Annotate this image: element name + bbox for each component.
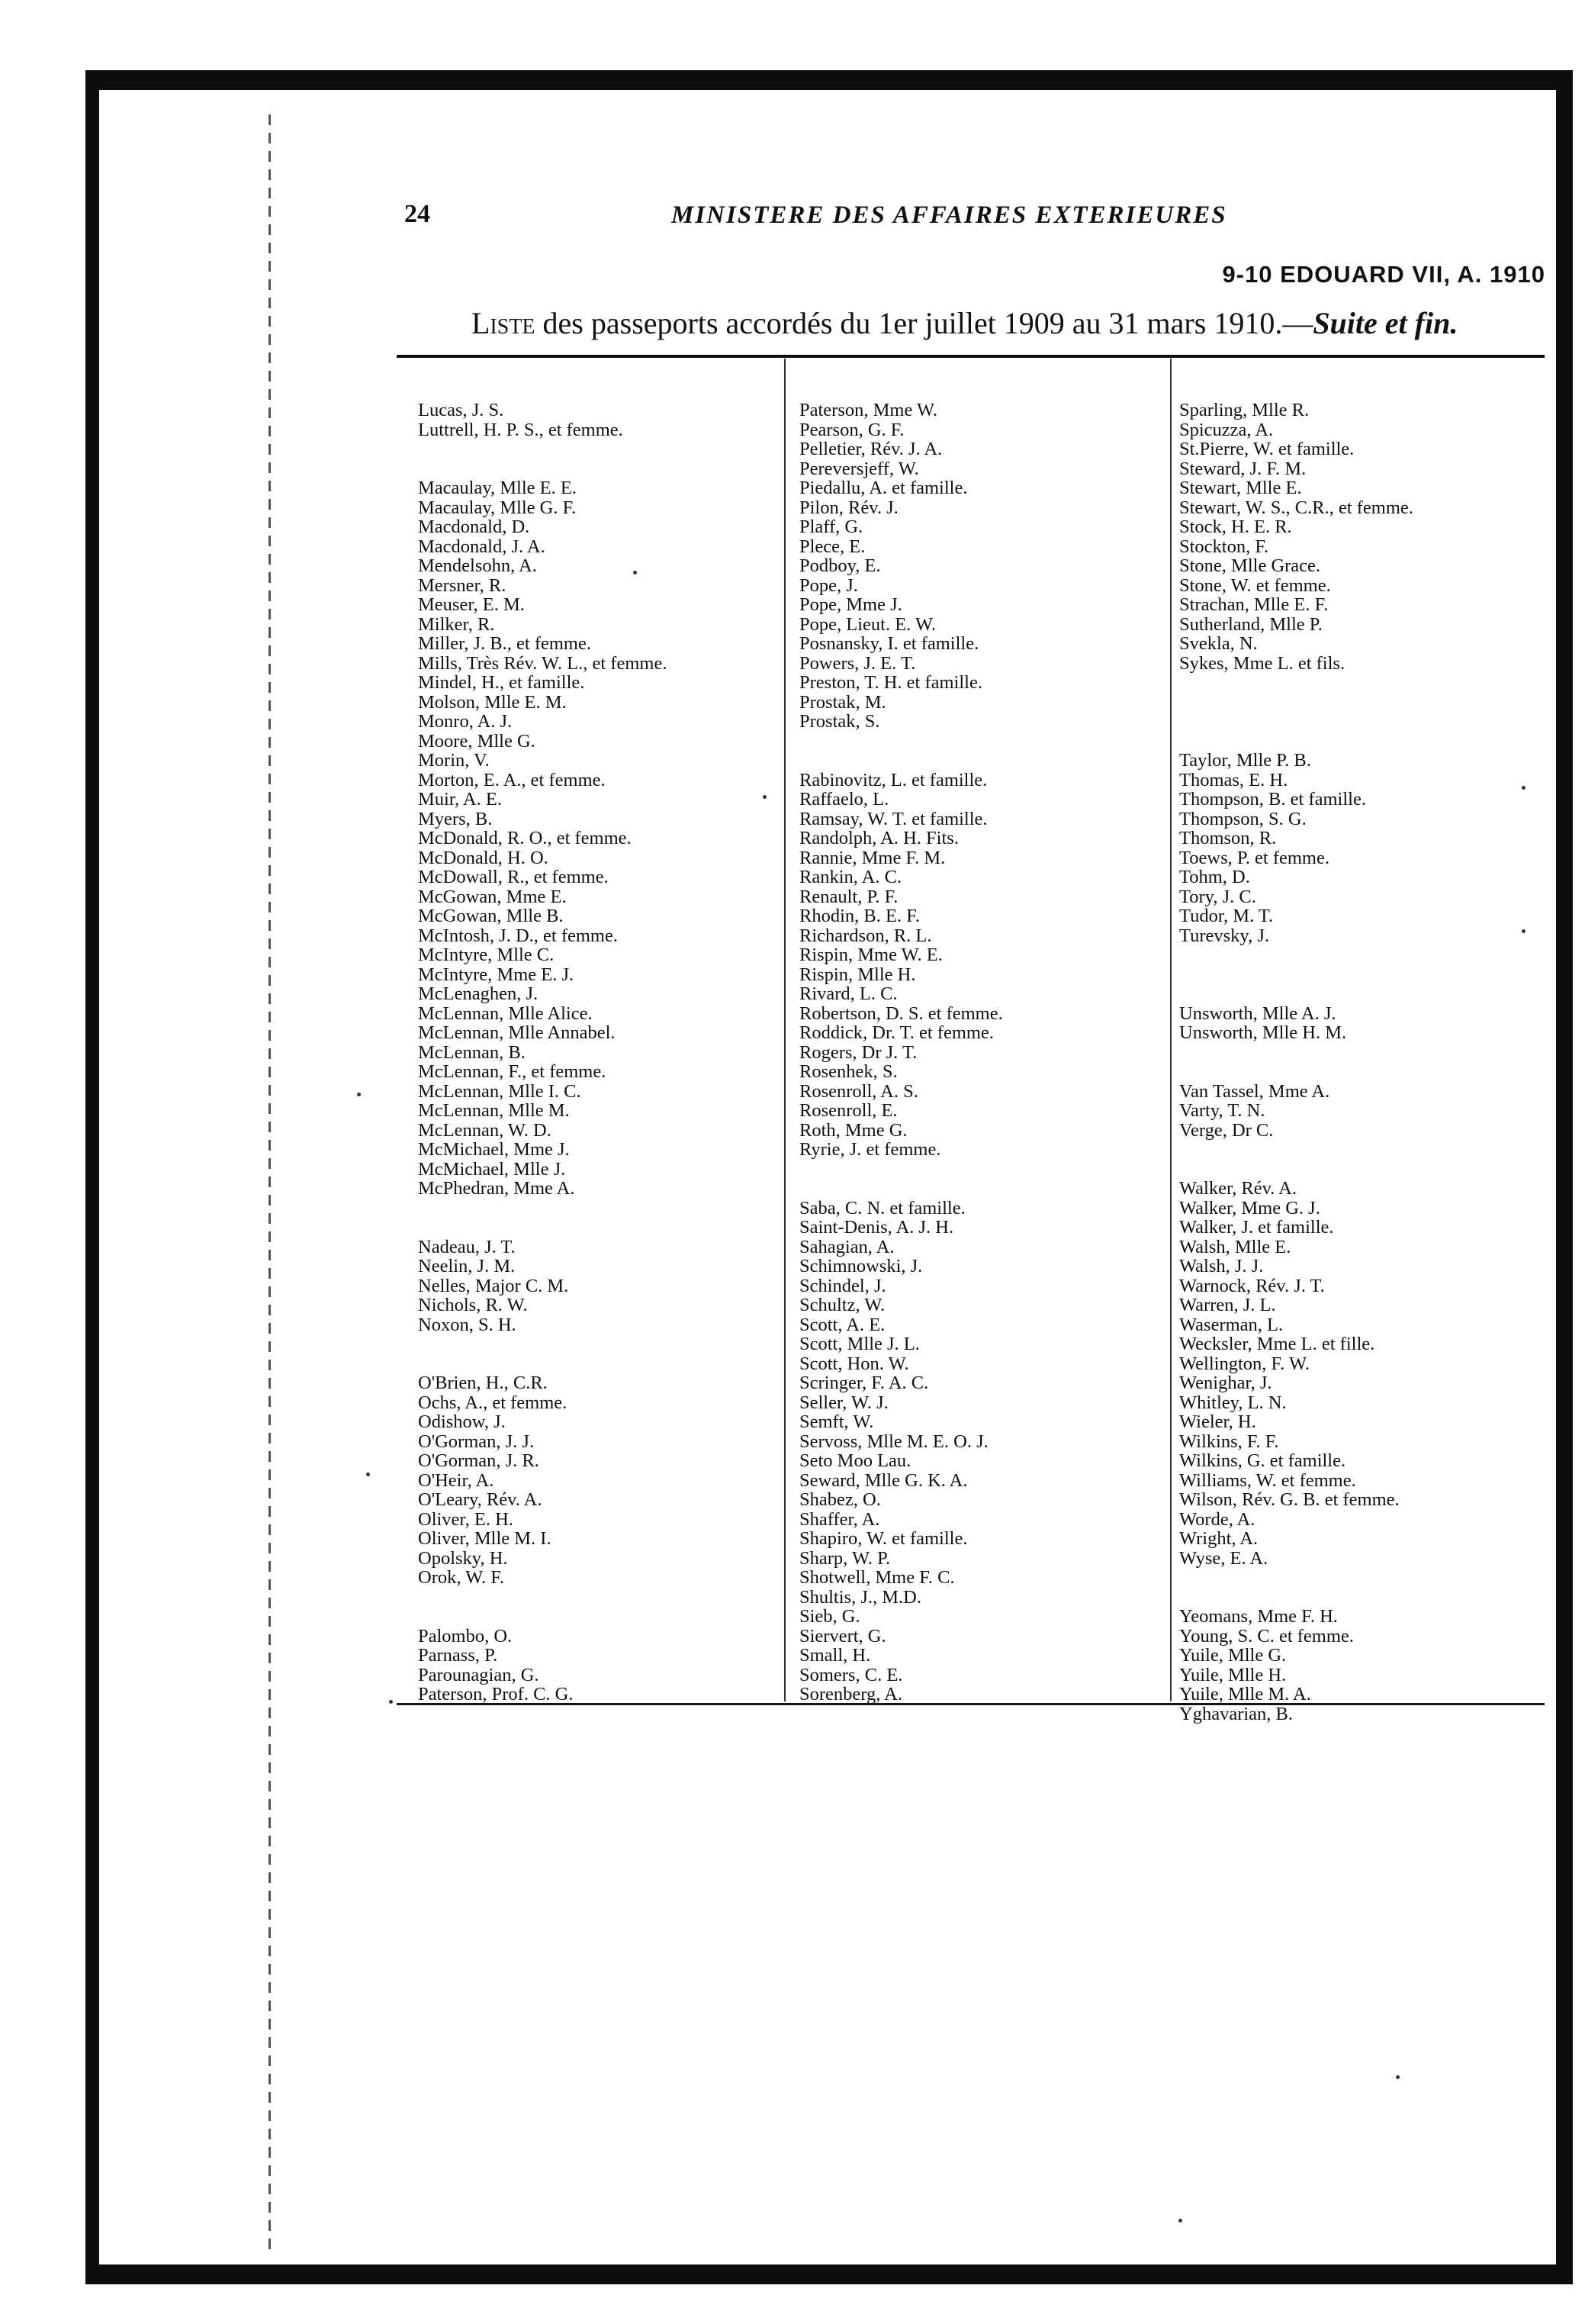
passport-entry: Roth, Mme G. [799,1119,908,1141]
passport-entry: Young, S. C. et femme. [1179,1625,1354,1646]
passport-entry: Verge, Dr C. [1179,1119,1274,1141]
passport-entry: Walsh, J. J. [1179,1256,1264,1276]
passport-entry: Sorenberg, A. [799,1684,902,1704]
list-title-lead: Liste [471,306,535,340]
passport-entry: Pope, J. [799,575,858,596]
passport-entry: Rannie, Mme F. M. [799,847,946,868]
passport-entry: Scott, Hon. W. [799,1353,909,1374]
passport-entry: Orok, W. F. [418,1567,505,1588]
entry-gap [1179,1062,1553,1082]
passport-entry: Wright, A. [1179,1528,1259,1549]
passport-entry: Steward, J. F. M. [1179,458,1307,479]
passport-entry: Thompson, S. G. [1179,808,1307,829]
passport-entry: Nadeau, J. T. [418,1236,516,1257]
passport-entry: Wilkins, G. et famille. [1179,1450,1346,1471]
passport-entry: Muir, A. E. [418,789,502,810]
entry-gap [1179,965,1553,985]
passport-entry: Siervert, G. [799,1625,886,1646]
passport-column-3 [1179,401,1553,1724]
passport-entry: Pelletier, Rév. J. A. [799,439,943,459]
passport-entry: Wyse, E. A. [1179,1547,1268,1569]
scan-speck [1396,2075,1400,2079]
passport-entry: Piedallu, A. et famille. [799,478,968,498]
passport-entry: Walker, J. et famille. [1179,1217,1334,1238]
passport-entry: Tudor, M. T. [1179,906,1274,926]
passport-entry: Schultz, W. [799,1295,886,1315]
passport-entry: Oliver, Mlle M. I. [418,1528,551,1549]
passport-entry: Preston, T. H. et famille. [799,672,982,693]
passport-entry: Rogers, Dr J. T. [799,1041,918,1063]
entry-gap [1179,1140,1553,1160]
passport-entry: Renault, P. F. [799,886,899,907]
entry-gap [1179,1160,1553,1180]
passport-entry: Prostak, M. [799,691,886,713]
passport-entry: Strachan, Mlle E. F. [1179,594,1329,615]
passport-entry: Worde, A. [1179,1508,1255,1530]
list-title-suffix: Suite et fin. [1313,306,1458,340]
passport-entry: Paterson, Prof. C. G. [418,1684,574,1704]
scan-speck [357,1093,361,1096]
passport-entry: Macdonald, J. A. [418,536,545,557]
passport-entry: Molson, Mlle E. M. [418,691,567,713]
passport-entry: McIntosh, J. D., et femme. [418,925,618,946]
passport-entry: O'Heir, A. [418,1469,494,1491]
page-number: 24 [404,200,430,228]
passport-entry: Unsworth, Mlle A. J. [1179,1003,1336,1024]
passport-entry: Sharp, W. P. [799,1547,891,1569]
passport-entry: Posnansky, I. et famille. [799,633,979,654]
passport-entry: Servoss, Mlle M. E. O. J. [799,1431,989,1452]
entry-gap [1179,945,1553,965]
binding-edge [268,114,271,2251]
passport-entry: Thomas, E. H. [1179,769,1288,790]
passport-entry: Neelin, J. M. [418,1256,516,1276]
passport-entry: Sparling, Mlle R. [1179,400,1310,420]
passport-entry: Shaffer, A. [799,1508,880,1530]
passport-entry: Roddick, Dr. T. et femme. [799,1022,994,1043]
passport-entry: Palombo, O. [418,1625,513,1646]
passport-entry: Pearson, G. F. [799,419,905,440]
passport-entry: Ryrie, J. et femme. [799,1139,941,1160]
passport-entry: Miller, J. B., et femme. [418,633,591,654]
entry-gap [418,439,792,459]
passport-entry: Sykes, Mme L. et fils. [1179,652,1345,674]
passport-entry: McGowan, Mme E. [418,886,567,907]
passport-entry: Walker, Mme G. J. [1179,1197,1320,1218]
passport-entry: O'Gorman, J. J. [418,1431,535,1452]
entry-gap [418,1607,792,1627]
passport-entry: Odishow, J. [418,1411,506,1432]
passport-entry: Yuile, Mlle H. [1179,1664,1287,1685]
passport-entry: Unsworth, Mlle H. M. [1179,1022,1347,1043]
passport-entry: Pereversjeff, W. [799,458,919,479]
passport-entry: Schindel, J. [799,1275,886,1296]
passport-entry: Rankin, A. C. [799,867,902,887]
passport-entry: Moore, Mlle G. [418,730,535,752]
passport-entry: Mendelsohn, A. [418,555,537,576]
passport-entry: Richardson, R. L. [799,925,932,946]
scan-speck [366,1473,370,1476]
scan-speck [1522,929,1526,933]
passport-entry: Semft, W. [799,1411,874,1432]
passport-entry: McLennan, B. [418,1041,526,1063]
passport-entry: Warnock, Rév. J. T. [1179,1275,1325,1296]
scan-speck [1522,786,1526,790]
passport-entry: Yuile, Mlle M. A. [1179,1684,1311,1704]
passport-entry: Small, H. [799,1645,871,1666]
passport-entry: Noxon, S. H. [418,1314,516,1335]
entry-gap [799,1160,1173,1180]
passport-entry: Robertson, D. S. et femme. [799,1003,1003,1024]
passport-entry: Thomson, R. [1179,828,1277,848]
passport-entry: McIntyre, Mlle C. [418,945,555,965]
entry-gap [418,1334,792,1354]
passport-entry: Wecksler, Mme L. et fille. [1179,1334,1375,1354]
passport-entry: Rosenroll, A. S. [799,1080,918,1102]
passport-entry: Macaulay, Mlle E. E. [418,478,577,498]
entry-gap [418,1588,792,1608]
passport-entry: Yeomans, Mme F. H. [1179,1606,1338,1627]
passport-entry: Scringer, F. A. C. [799,1373,929,1393]
entry-gap [1179,1568,1553,1588]
passport-entry: Randolph, A. H. Fits. [799,828,959,848]
passport-entry: Rosenroll, E. [799,1100,898,1121]
running-head: MINISTERE DES AFFAIRES EXTERIEURES [671,201,1227,229]
page-frame-left [85,70,99,2283]
passport-entry: Rispin, Mlle H. [799,964,916,985]
entry-gap [418,459,792,479]
passport-entry: Warren, J. L. [1179,1295,1276,1315]
passport-entry: Meuser, E. M. [418,594,525,615]
entry-gap [418,1354,792,1374]
passport-entry: Stock, H. E. R. [1179,517,1292,537]
passport-entry: McLennan, Mlle M. [418,1100,570,1121]
passport-entry: Seto Moo Lau. [799,1450,911,1471]
passport-entry: Parnass, P. [418,1645,498,1666]
passport-entry: Pope, Mme J. [799,594,902,615]
entry-gap [1179,732,1553,752]
passport-entry: Nelles, Major C. M. [418,1275,569,1296]
passport-entry: Morton, E. A., et femme. [418,769,606,790]
passport-entry: Rhodin, B. E. F. [799,906,920,926]
passport-entry: Morin, V. [418,750,490,771]
passport-entry: Plece, E. [799,536,866,557]
passport-entry: McMichael, Mme J. [418,1139,570,1160]
passport-entry: Walsh, Mlle E. [1179,1236,1291,1257]
passport-entry: McDonald, R. O., et femme. [418,828,632,848]
passport-entry: McIntyre, Mme E. J. [418,964,574,985]
passport-entry: Shabez, O. [799,1489,881,1510]
passport-entry: McLennan, W. D. [418,1119,551,1141]
passport-entry: Rosenhek, S. [799,1061,898,1082]
passport-entry: Luttrell, H. P. S., et femme. [418,419,623,440]
passport-entry: Powers, J. E. T. [799,652,916,674]
passport-entry: Toews, P. et femme. [1179,847,1329,868]
passport-column-1 [418,401,792,1704]
passport-entry: Stewart, W. S., C.R., et femme. [1179,497,1413,518]
passport-entry: Varty, T. N. [1179,1100,1265,1121]
passport-entry: Spicuzza, A. [1179,419,1274,440]
passport-entry: Prostak, S. [799,711,880,732]
passport-entry: Milker, R. [418,613,495,635]
passport-entry: Rivard, L. C. [799,983,898,1004]
passport-entry: Whitley, L. N. [1179,1392,1287,1413]
passport-entry: McLennan, Mlle Annabel. [418,1022,616,1043]
passport-entry: Wilson, Rév. G. B. et femme. [1179,1489,1400,1510]
entry-gap [418,1218,792,1238]
passport-entry: Stone, Mlle Grace. [1179,555,1321,576]
passport-entry: Ochs, A., et femme. [418,1392,567,1413]
table-top-rule [397,355,1545,358]
entry-gap [1179,1043,1553,1063]
passport-entry: Thompson, B. et famille. [1179,789,1366,810]
passport-entry: Turevsky, J. [1179,925,1269,946]
passport-entry: Macdonald, D. [418,517,530,537]
passport-entry: Williams, W. et femme. [1179,1469,1356,1491]
passport-entry: Paterson, Mme W. [799,400,938,420]
list-title-text: des passeports accordés du 1er juillet 1909 au 31 mars 1910.— [535,306,1313,340]
edition-label: 9-10 EDOUARD VII, A. 1910 [1222,261,1545,288]
entry-gap [1179,673,1553,693]
entry-gap [418,1199,792,1218]
passport-entry: Podboy, E. [799,555,881,576]
entry-gap [1179,1588,1553,1608]
passport-entry: O'Leary, Rév. A. [418,1489,542,1510]
passport-entry: McGowan, Mlle B. [418,906,564,926]
scan-speck [1178,2219,1182,2223]
passport-entry: Taylor, Mlle P. B. [1179,750,1311,771]
passport-entry: Sahagian, A. [799,1236,895,1257]
passport-entry: Lucas, J. S. [418,400,504,420]
scan-speck [389,1700,393,1704]
passport-entry: Tohm, D. [1179,867,1250,887]
passport-entry: Van Tassel, Mme A. [1179,1080,1330,1102]
passport-entry: Plaff, G. [799,517,863,537]
passport-entry: McMichael, Mlle J. [418,1158,566,1180]
passport-entry: Ramsay, W. T. et famille. [799,808,988,829]
scan-speck [763,795,767,799]
passport-entry: Raffaelo, L. [799,789,889,810]
passport-entry: Opolsky, H. [418,1547,508,1569]
list-title [471,305,1458,341]
passport-entry: Nichols, R. W. [418,1295,528,1315]
passport-entry: Myers, B. [418,808,493,829]
passport-entry: Rabinovitz, L. et famille. [799,769,988,790]
passport-entry: Saint-Denis, A. J. H. [799,1217,954,1238]
passport-entry: Yghavarian, B. [1179,1703,1293,1724]
passport-entry: Walker, Rév. A. [1179,1178,1297,1199]
passport-entry: Seward, Mlle G. K. A. [799,1469,968,1491]
passport-column-2 [799,401,1173,1704]
passport-entry: Pilon, Rév. J. [799,497,899,518]
passport-entry: Stewart, Mlle E. [1179,478,1302,498]
passport-entry: McPhedran, Mme A. [418,1178,575,1199]
passport-entry: Wenighar, J. [1179,1373,1272,1393]
passport-entry: Shapiro, W. et famille. [799,1528,968,1549]
page-frame-right [1556,70,1573,2283]
passport-entry: Saba, C. N. et famille. [799,1197,966,1218]
passport-entry: Wilkins, F. F. [1179,1431,1279,1452]
passport-entry: Sutherland, Mlle P. [1179,613,1323,635]
page-frame-bottom [85,2264,1573,2284]
passport-entry: McLennan, Mlle Alice. [418,1003,593,1024]
passport-entry: St.Pierre, W. et famille. [1179,439,1355,459]
passport-entry: McLennan, F., et femme. [418,1061,606,1082]
passport-entry: Mindel, H., et famille. [418,672,585,693]
passport-entry: O'Gorman, J. R. [418,1450,539,1471]
passport-entry: Mersner, R. [418,575,506,596]
passport-entry: Stockton, F. [1179,536,1269,557]
passport-entry: Wieler, H. [1179,1411,1256,1432]
passport-entry: Shotwell, Mme F. C. [799,1567,955,1588]
passport-entry: Parounagian, G. [418,1664,539,1685]
entry-gap [1179,984,1553,1004]
passport-entry: McLenaghen, J. [418,983,539,1004]
passport-entry: McDowall, R., et femme. [418,867,609,887]
passport-entry: Oliver, E. H. [418,1508,513,1530]
passport-entry: Rispin, Mme W. E. [799,945,943,965]
passport-entry: Scott, Mlle J. L. [799,1334,920,1354]
passport-entry: Sieb, G. [799,1606,860,1627]
scan-speck [633,571,637,575]
entry-gap [1179,712,1553,732]
passport-entry: McDonald, H. O. [418,847,548,868]
passport-entry: Shultis, J., M.D. [799,1586,921,1608]
passport-entry: Pope, Lieut. E. W. [799,613,936,635]
passport-entry: Stone, W. et femme. [1179,575,1331,596]
entry-gap [799,751,1173,771]
passport-entry: Svekla, N. [1179,633,1258,654]
entry-gap [1179,693,1553,713]
passport-entry: Scott, A. E. [799,1314,886,1335]
passport-entry: Monro, A. J. [418,711,513,732]
passport-entry: Waserman, L. [1179,1314,1284,1335]
passport-entry: Mills, Très Rév. W. L., et femme. [418,652,667,674]
passport-entry: Macaulay, Mlle G. F. [418,497,577,518]
passport-entry: Wellington, F. W. [1179,1353,1310,1374]
entry-gap [799,732,1173,752]
passport-entry: Yuile, Mlle G. [1179,1645,1287,1666]
passport-entry: O'Brien, H., C.R. [418,1373,548,1393]
passport-entry: Seller, W. J. [799,1392,889,1413]
passport-entry: Tory, J. C. [1179,886,1256,907]
passport-entry: Somers, C. E. [799,1664,903,1685]
entry-gap [799,1179,1173,1199]
passport-entry: Schimnowski, J. [799,1256,923,1276]
page-frame-top [85,70,1573,90]
passport-entry: McLennan, Mlle I. C. [418,1080,581,1102]
